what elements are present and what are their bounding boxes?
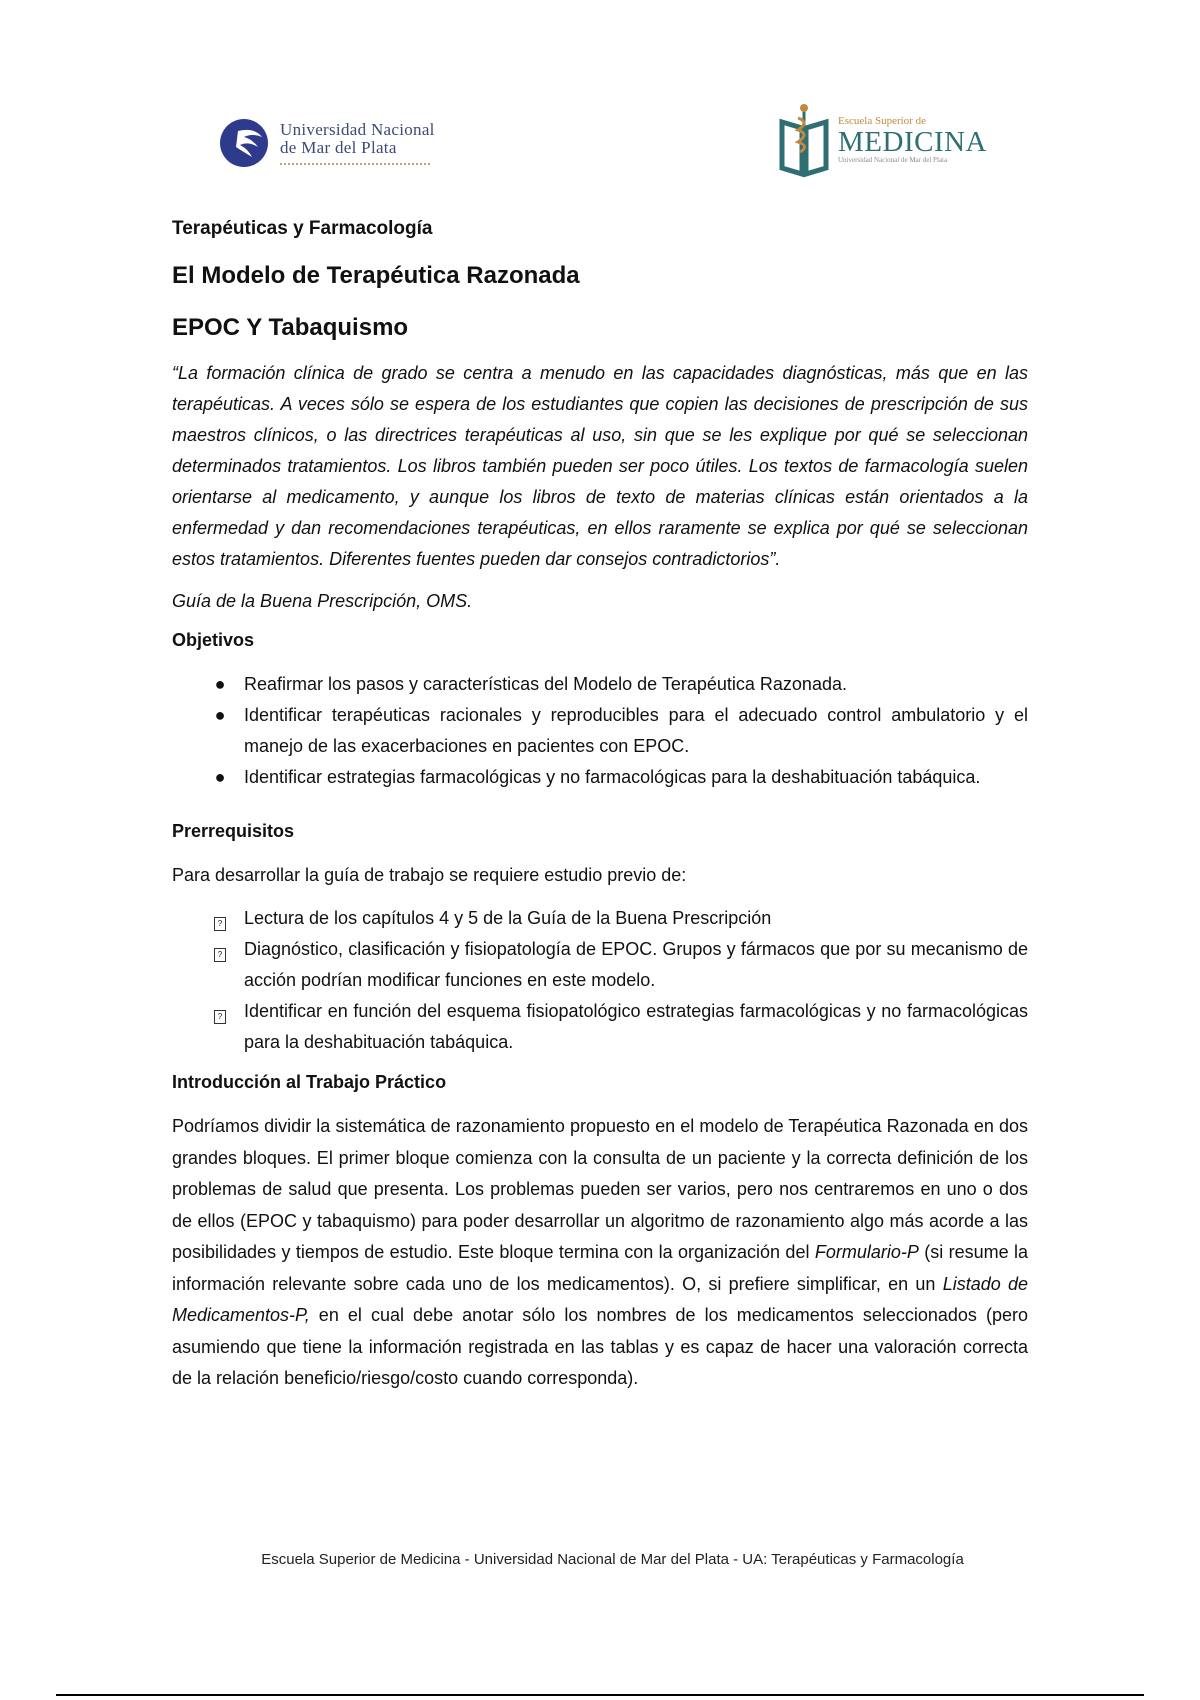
bullet-icon: ● bbox=[214, 674, 226, 694]
objective-text: Identificar estrategias farmacológicas y no farmacológicas para la deshabituación tabáquica. bbox=[244, 767, 981, 787]
document-subtitle: EPOC Y Tabaquismo bbox=[172, 314, 409, 341]
list-item bbox=[172, 996, 1028, 1058]
opening-quote: “La formación clínica de grado se centra a menudo en las capacidades diagnósticas, más que en las terapéuticas. A veces sólo se espera de los estudiantes que copien las decisiones de prescripción de sus maestros clínicos, o las directrices terapéuticas al uso, sin que se les explique por qué se seleccionan determinados tratamientos. Los libros también pueden ser poco útiles. Los textos de farmacología suelen orientarse al medicamento, y aunque los libros de texto de materias clínicas están orientados a la enfermedad y dan recomendaciones terapéuticas, en ellos raramente se explica por qué se seleccionan estos tratamientos. Diferentes fuentes pueden dar consejos contradictorios”. bbox=[172, 363, 1028, 569]
list-item bbox=[172, 903, 1028, 934]
objectives-list bbox=[172, 669, 1028, 793]
introduction-heading: Introducción al Trabajo Práctico bbox=[172, 1072, 447, 1092]
unmdp-name-line2: de Mar del Plata bbox=[280, 138, 397, 157]
unmdp-wave-icon bbox=[218, 117, 270, 169]
page-footer: Escuela Superior de Medicina - Universidad Nacional de Mar del Plata - UA: Terapéuticas y Farmacología bbox=[261, 1551, 964, 1568]
prerequisite-text: Diagnóstico, clasificación y fisiopatología de EPOC. Grupos y fármacos que por su mecanismo de acción podrían modificar funciones en este modelo. bbox=[244, 939, 1028, 990]
esm-small-label: Escuela Superior de bbox=[838, 114, 926, 127]
objective-text: Reafirmar los pasos y características del Modelo de Terapéutica Razonada. bbox=[244, 674, 847, 694]
prerequisite-text: Lectura de los capítulos 4 y 5 de la Guía de la Buena Prescripción bbox=[244, 908, 772, 928]
list-item bbox=[172, 669, 1028, 700]
document-title: El Modelo de Terapéutica Razonada bbox=[172, 262, 580, 289]
objective-text: Identificar terapéuticas racionales y reproducibles para el adecuado control ambulatorio y el manejo de las exacerbaciones en pacientes con EPOC. bbox=[244, 705, 1028, 756]
objectives-heading: Objetivos bbox=[172, 630, 255, 650]
missing-glyph-icon: ? bbox=[214, 948, 226, 962]
list-item bbox=[172, 934, 1028, 996]
logo-dotted-rule bbox=[280, 161, 430, 165]
unmdp-logo bbox=[218, 112, 478, 174]
esm-logo bbox=[776, 100, 1006, 180]
subject-heading: Terapéuticas y Farmacología bbox=[172, 218, 433, 239]
esm-medicina-label: MEDICINA bbox=[838, 125, 987, 158]
document-body bbox=[172, 218, 1028, 1395]
prerequisites-list bbox=[172, 903, 1028, 1058]
medicine-book-icon bbox=[776, 102, 832, 178]
missing-glyph-icon: ? bbox=[214, 1010, 226, 1024]
formulario-term: Formulario-P bbox=[814, 1242, 919, 1262]
prerequisites-heading: Prerrequisitos bbox=[172, 821, 295, 841]
prerequisites-intro: Para desarrollar la guía de trabajo se requiere estudio previo de: bbox=[172, 865, 687, 885]
listado-term: Listado de Medicamentos-P, bbox=[172, 1273, 1028, 1325]
esm-tiny-label: Universidad Nacional de Mar del Plata bbox=[838, 156, 948, 165]
list-item bbox=[172, 762, 1028, 793]
quote-source: Guía de la Buena Prescripción, OMS. bbox=[172, 591, 473, 611]
introduction-paragraph: Podríamos dividir la sistemática de razonamiento propuesto en el modelo de Terapéutica Razonada en dos grandes bloques. El primer bloque comienza con la consulta de un paciente y la correcta definición de los problemas de salud que presenta. Los problemas pueden ser varios, pero nos centraremos en uno o dos de ellos (EPOC y tabaquismo) para poder desarrollar un algoritmo de razonamiento algo más acorde a las posibilidades y tiempos de estudio. Este bloque termina con la organización del Formulario-P (si resume la información relevante sobre cada uno de los medicamentos). O, si prefiere simplificar, en un Listado de Medicamentos-P, en el cual debe anotar sólo los nombres de los medicamentos seleccionados (pero asumiendo que tiene la información registrada en las tablas y es capaz de hacer una valoración correcta de la relación beneficio/riesgo/costo cuando corresponda). bbox=[172, 1116, 1028, 1388]
bullet-icon: ● bbox=[214, 767, 226, 787]
prerequisite-text: Identificar en función del esquema fisiopatológico estrategias farmacológicas y no farmacológicas para la deshabituación tabáquica. bbox=[244, 1001, 1028, 1052]
page-bottom-rule bbox=[56, 1694, 1144, 1696]
missing-glyph-icon: ? bbox=[214, 917, 226, 931]
list-item bbox=[172, 700, 1028, 762]
bullet-icon: ● bbox=[214, 705, 226, 725]
unmdp-name-line1: Universidad Nacional bbox=[280, 120, 435, 140]
